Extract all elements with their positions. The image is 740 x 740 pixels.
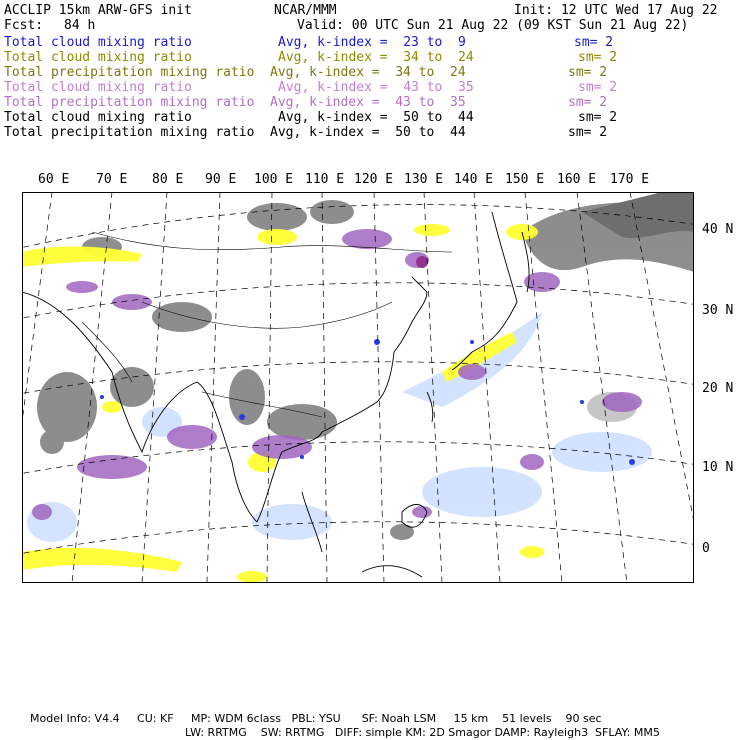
lon-label: 150 E [505,172,545,187]
field-sm: sm= 2 [578,80,618,95]
field-sm: sm= 2 [568,65,608,80]
init-time: Init: 12 UTC Wed 17 Aug 22 [514,3,718,18]
field-avg: Avg, k-index = 43 to 35 [278,80,474,95]
field-sm: sm= 2 [568,95,608,110]
lon-label: 140 E [454,172,494,187]
field-avg: Avg, k-index = 43 to 35 [270,95,466,110]
lon-label: 80 E [152,172,184,187]
field-avg: Avg, k-index = 50 to 44 [278,110,474,125]
lon-label: 130 E [404,172,444,187]
field-name: Total cloud mixing ratio [4,35,192,50]
field-avg: Avg, k-index = 34 to 24 [270,65,466,80]
lon-label: 100 E [254,172,294,187]
lat-label: 10 N [702,460,734,475]
valid-time: Valid: 00 UTC Sun 21 Aug 22 (09 KST Sun 21 Aug 22) [297,18,689,33]
lat-label: 20 N [702,381,734,396]
field-name: Total cloud mixing ratio [4,110,192,125]
field-name: Total precipitation mixing ratio [4,125,255,140]
field-sm: sm= 2 [568,125,608,140]
lon-label: 170 E [610,172,650,187]
weather-map [22,192,694,583]
org-label: NCAR/MMM [274,3,337,18]
model-info-line1: Model Info: V4.4 CU: KF MP: WDM 6class PBL: YSU SF: Noah LSM 15 km 51 levels 90 sec [30,712,602,725]
field-avg: Avg, k-index = 50 to 44 [270,125,466,140]
lon-label: 160 E [557,172,597,187]
model-info-line2: LW: RRTMG SW: RRTMG DIFF: simple KM: 2D Smagor DAMP: Rayleigh3 SFLAY: MM5 [185,726,660,739]
lon-label: 60 E [38,172,70,187]
lon-label: 120 E [354,172,394,187]
field-sm: sm= 2 [574,35,614,50]
fcst-label: Fcst: [4,18,44,33]
field-sm: sm= 2 [578,110,618,125]
lat-label: 40 N [702,222,734,237]
lat-label: 30 N [702,303,734,318]
field-sm: sm= 2 [578,50,618,65]
lon-label: 90 E [205,172,237,187]
field-name: Total cloud mixing ratio [4,50,192,65]
field-name: Total cloud mixing ratio [4,80,192,95]
model-title: ACCLIP 15km ARW-GFS init [4,3,192,18]
field-avg: Avg, k-index = 34 to 24 [278,50,474,65]
lon-label: 110 E [305,172,345,187]
field-name: Total precipitation mixing ratio [4,65,255,80]
lon-label: 70 E [96,172,128,187]
fcst-value: 84 h [64,18,96,33]
field-avg: Avg, k-index = 23 to 9 [278,35,466,50]
field-name: Total precipitation mixing ratio [4,95,255,110]
lat-label: 0 [702,541,710,556]
